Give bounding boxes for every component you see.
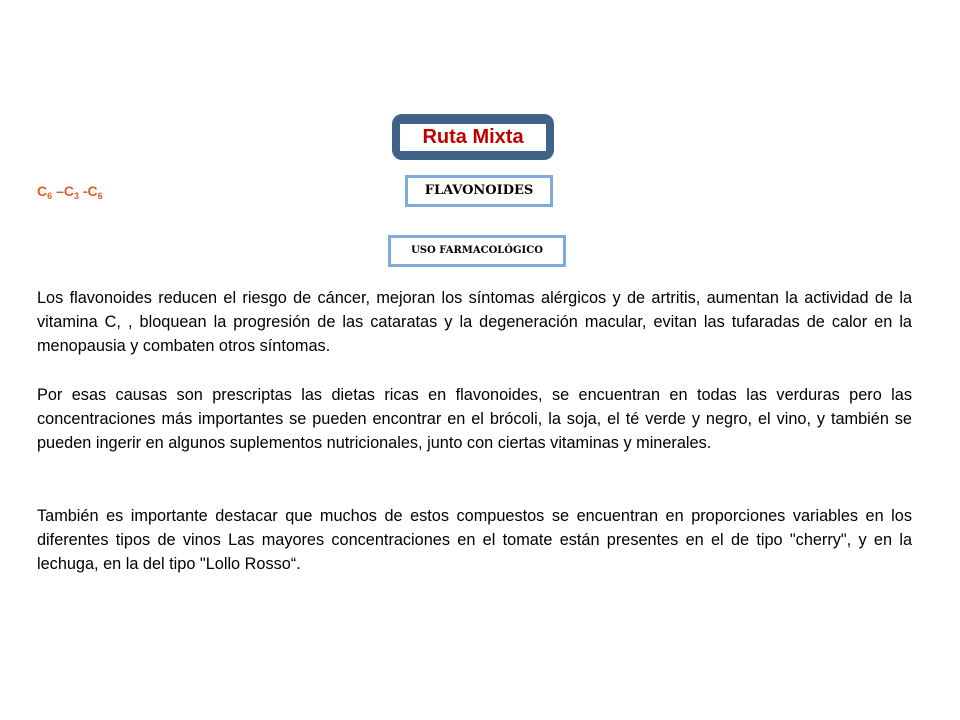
chemical-formula bbox=[37, 181, 103, 206]
formula-subscript-3: 6 bbox=[97, 191, 103, 201]
body-paragraph-1: Los flavonoides reducen el riesgo de cáncer, mejoran los síntomas alérgicos y de artritis, aumentan la actividad de la vitamina C, , bloquean la progresión de las cataratas y la degeneración macular, evitan las tufaradas de calor en la menopausia y combaten otros síntomas. bbox=[37, 289, 912, 355]
formula-subscript-1: 6 bbox=[47, 191, 53, 201]
flavonoides-label-box: FLAVONOIDES bbox=[405, 175, 553, 207]
body-paragraph-3: También es importante destacar que muchos de estos compuestos se encuentran en proporciones variables en los diferentes tipos de vinos Las mayores concentraciones en el tomate están presentes en el de tipo "cherry", y en la lechuga, en la del tipo "Lollo Rosso“. bbox=[37, 507, 912, 573]
formula-carbon-1: C bbox=[37, 183, 48, 199]
uso-farmacologico-label-box: USO FARMACOLÓGICO bbox=[388, 235, 566, 267]
formula-subscript-2: 3 bbox=[73, 191, 79, 201]
formula-separator-2: -C bbox=[78, 183, 98, 199]
title-frame bbox=[392, 114, 554, 160]
slide-title: Ruta Mixta bbox=[400, 124, 546, 151]
formula-separator-1: –C bbox=[52, 183, 74, 199]
body-paragraph-2: Por esas causas son prescriptas las dietas ricas en flavonoides, se encuentran en todas las verduras pero las concentraciones más importantes se pueden encontrar en el brócoli, la soja, el té verde y negro, el vino, y también se pueden ingerir en algunos suplementos nutricionales, junto con ciertas vitaminas y minerales. bbox=[37, 386, 912, 452]
